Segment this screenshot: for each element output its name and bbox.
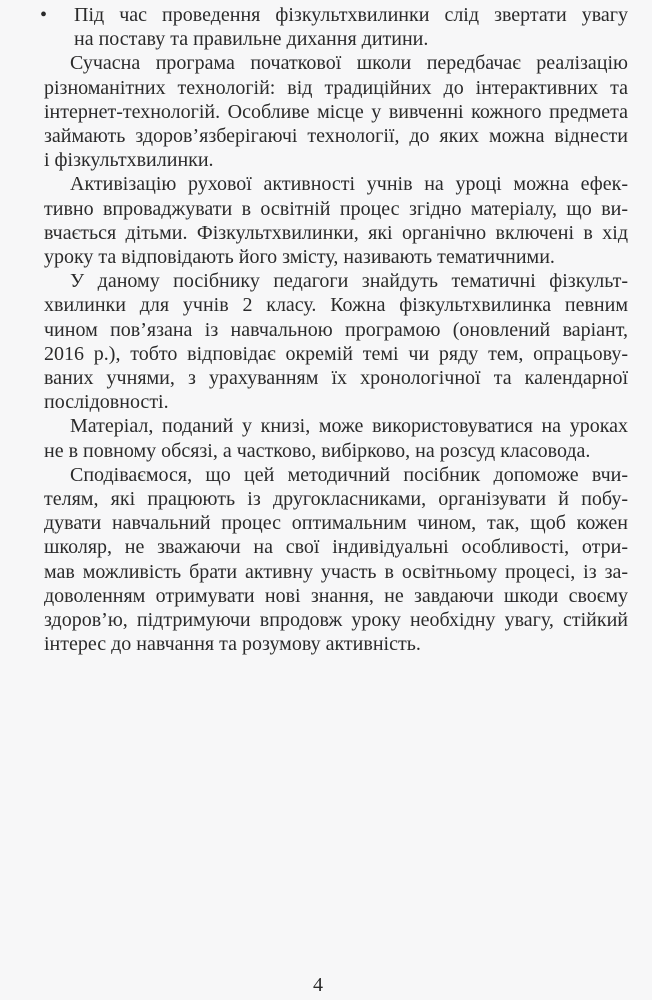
text-line: займають здоров’язберігаючі технології, до яких можна віднести (44, 125, 628, 148)
paragraph (44, 269, 628, 414)
text-line: дувати навчальний процес оптимальним чином, так, щоб кожен (44, 512, 628, 535)
text-line: Матеріал, поданий у книзі, може використовуватися на уроках (70, 415, 628, 438)
text-line: інтерес до навчання та розумову активність. (44, 633, 421, 656)
text-line: 2016 р.), тобто відповідає окремій темі чи ряду тем, опрацьову- (44, 342, 628, 365)
text-line: Сучасна програма початкової школи передбачає реалізацію (70, 52, 628, 75)
text-line: Активізацію рухової активності учнів на уроці можна ефек- (70, 173, 628, 196)
text-line: хвилинки для учнів 2 класу. Кожна фізкультхвилинка певним (44, 294, 628, 317)
text-line: здоров’ю, підтримуючи впродовж уроку необхідну увагу, стійкий (44, 609, 628, 632)
bullet-icon: • (40, 4, 48, 26)
text-line: різноманітних технологій: від традиційних до інтерактивних та (44, 76, 628, 99)
text-line: вчається дітьми. Фізкультхвилинки, які органічно включені в хід (44, 221, 628, 244)
text-line: тивно впроваджувати в освітній процес згідно матеріалу, що ви- (44, 197, 628, 220)
text-line: не в повному обсязі, а частково, вибірково, на розсуд класовода. (44, 439, 591, 462)
text-line: ваних учнями, з урахуванням їх хронологічної та календарної (44, 367, 628, 390)
paragraph (44, 51, 628, 172)
paragraph (44, 463, 628, 657)
text-line: послідовності. (44, 391, 169, 414)
text-line: доволенням отримувати нові знання, не завдаючи шкоди своєму (44, 584, 628, 607)
text-line: і фізкультхвилинки. (44, 149, 214, 172)
page-body (40, 3, 628, 656)
text-line: мав можливість брати активну участь в освітньому процесі, із за- (44, 560, 628, 583)
text-line: У даному посібнику педагоги знайдуть тематичні фізкульт- (70, 270, 628, 293)
paragraph (44, 172, 628, 269)
text-line: Сподіваємося, що цей методичний посібник допоможе вчи- (70, 463, 628, 486)
text-line: на поставу та правильне дихання дитини. (74, 28, 429, 51)
text-line: телям, які працюють із другокласниками, організувати й побу- (44, 488, 628, 511)
text-line: Під час проведення фізкультхвилинки слід звертати увагу (74, 4, 628, 26)
text-line: інтернет-технологій. Особливе місце у вивченні кожного предмета (44, 100, 628, 123)
page-number: 4 (313, 974, 323, 996)
text-line: чином пов’язана із навчальною програмою (оновлений варіант, (44, 318, 628, 341)
paragraph (44, 414, 628, 462)
text-line: школяр, не зважаючи на свої індивідуальні особливості, отри- (44, 536, 628, 559)
text-line: уроку та відповідають його змісту, називають тематичними. (44, 246, 555, 269)
bullet-item (40, 3, 628, 51)
